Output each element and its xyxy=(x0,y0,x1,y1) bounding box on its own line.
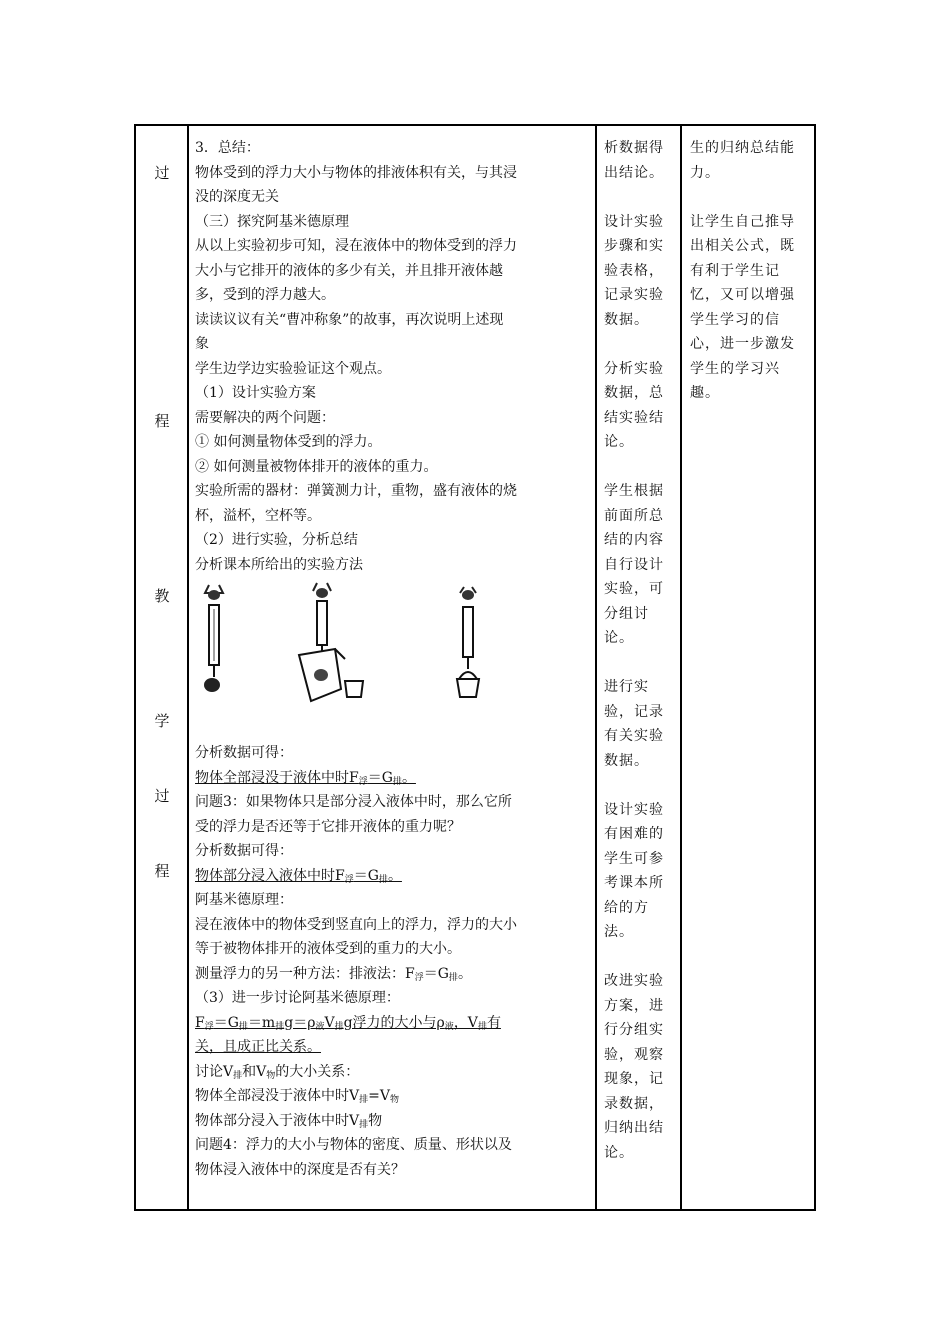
experiment-figure xyxy=(195,581,595,711)
text-line: 分析数据可得： xyxy=(195,843,293,859)
text-line: 读读议议有关“曹冲称象”的故事，再次说明上述现 xyxy=(195,311,504,328)
text-line: 物体受到的浮力大小与物体的排液体积有关，与其浸 xyxy=(195,164,517,181)
text-line: 象 xyxy=(195,336,209,352)
text-line: 实验所需的器材：弹簧测力计，重物，盛有液体的烧 xyxy=(195,483,517,499)
text-line: 心，进一步激发 xyxy=(690,336,795,352)
text-line: 验，观察 xyxy=(604,1046,664,1063)
text-line: （3）进一步讨论阿基米德原理： xyxy=(195,990,400,1006)
section-label-char: 学 xyxy=(154,712,170,730)
text-line: 论。 xyxy=(604,434,634,450)
text-line: 方案，进 xyxy=(604,997,664,1014)
text-line: 问题3：如果物体只是部分浸入液体中时，那么它所 xyxy=(195,794,512,810)
text-line: 验，记录 xyxy=(604,703,664,720)
text-line: 学生边学边实验验证这个观点。 xyxy=(195,360,391,377)
spring-scale-with-cup-icon xyxy=(451,581,485,711)
text-line: 问题4：浮力的大小与物体的密度、质量、形状以及 xyxy=(195,1137,512,1153)
teaching-content-column xyxy=(195,136,595,1182)
text-line: 析数据得 xyxy=(604,140,664,156)
text-line: 学生可参 xyxy=(604,850,664,867)
text-line: 大小与它排开的液体的多少有关，并且排开液体越 xyxy=(195,262,503,279)
text-line: 前面所总 xyxy=(604,507,664,524)
text-line: 录数据， xyxy=(604,1095,664,1112)
text-line: 步骤和实 xyxy=(604,238,664,254)
text-line: 趣。 xyxy=(690,385,720,401)
text-line: 分析数据可得： xyxy=(195,745,293,761)
text-line: 从以上实验初步可知，浸在液体中的物体受到的浮力 xyxy=(195,238,517,254)
text-line: 法。 xyxy=(604,924,634,940)
text-line: 记录实验 xyxy=(604,287,664,303)
section-label-char: 教 xyxy=(154,587,170,605)
text-line: 物体浸入液体中的深度是否有关？ xyxy=(195,1161,405,1178)
text-line: 实验，可 xyxy=(604,581,664,597)
text-line: 出相关公式，既 xyxy=(690,238,795,254)
text-line: $F_浮=G_排=m_排g=\rho_液V_排g$浮力的大小与$\rho_液$，$V_排$有 xyxy=(195,1014,501,1032)
text-line: 出结论。 xyxy=(604,164,664,181)
text-line: 数据。 xyxy=(604,311,649,328)
text-line: 结实验结 xyxy=(604,409,664,426)
text-line: 浸在液体中的物体受到竖直向上的浮力，浮力的大小 xyxy=(195,916,517,933)
text-line: 需要解决的两个问题： xyxy=(195,409,335,426)
text-line: 设计实验 xyxy=(604,213,664,230)
text-line: 力。 xyxy=(690,164,720,181)
text-line: （1）设计实验方案 xyxy=(195,385,316,401)
spring-scale-with-weight-icon xyxy=(197,581,231,711)
text-line: 物体部分浸入于液体中时$V_排$物 xyxy=(195,1112,383,1130)
text-line: 改进实验 xyxy=(604,973,664,989)
text-line: 行分组实 xyxy=(604,1022,664,1038)
text-line: 阿基米德原理： xyxy=(195,892,293,908)
text-line: 考课本所 xyxy=(604,875,664,891)
text-line: 忆，又可以增强 xyxy=(690,287,795,303)
text-line: （三）探究阿基米德原理 xyxy=(195,213,349,230)
text-line: 等于被物体排开的液体受到的重力的大小。 xyxy=(195,941,461,957)
text-line: 物体部分浸入液体中时$F_浮=G_排$。 xyxy=(195,867,402,885)
lesson-plan-table xyxy=(134,124,816,1211)
text-line: 有困难的 xyxy=(604,826,664,842)
text-line: ① 如何测量物体受到的浮力。 xyxy=(195,434,382,450)
text-line: （2）进行实验，分析总结 xyxy=(195,532,358,548)
text-line: 分析课本所给出的实验方法 xyxy=(195,556,363,573)
text-line: 受的浮力是否还等于它排开液体的重力呢？ xyxy=(195,818,461,835)
text-line: 给的方 xyxy=(604,899,649,916)
text-line: 有关实验 xyxy=(604,728,664,744)
text-line: 分组讨 xyxy=(604,605,649,622)
text-line: 进行实 xyxy=(604,679,649,695)
design-intent-column xyxy=(690,136,814,406)
text-line: 学生根据 xyxy=(604,483,664,499)
column-divider xyxy=(680,126,682,1209)
section-label-column xyxy=(136,126,188,1209)
text-line: 让学生自己推导 xyxy=(690,213,795,230)
text-line: 现象，记 xyxy=(604,1071,664,1087)
section-label-char: 过 xyxy=(154,164,170,182)
text-line: 测量浮力的另一种方法：排液法：$F_浮=G_排$。 xyxy=(195,965,472,983)
text-line: 杯，溢杯，空杯等。 xyxy=(195,507,321,524)
text-line: 多，受到的浮力越大。 xyxy=(195,287,335,303)
section-label-char: 程 xyxy=(154,862,170,880)
text-line: 结的内容 xyxy=(604,532,664,548)
column-divider xyxy=(595,126,597,1209)
text-line: 验表格， xyxy=(604,262,664,279)
text-line: ② 如何测量被物体排开的液体的重力。 xyxy=(195,458,438,475)
text-line: 学生的学习兴 xyxy=(690,360,780,377)
section-label-char: 程 xyxy=(154,412,170,430)
text-line: 讨论$V_排$和$V_物$的大小关系： xyxy=(195,1063,360,1081)
text-line: 分析实验 xyxy=(604,360,664,377)
text-line: 自行设计 xyxy=(604,556,664,573)
section-label-char: 过 xyxy=(154,787,170,805)
text-line: 归纳出结 xyxy=(604,1120,664,1136)
overflow-cup-experiment-icon xyxy=(295,581,375,711)
student-activity-column xyxy=(604,136,680,1165)
text-line: 生的归纳总结能 xyxy=(690,140,795,156)
text-line: 3．总结： xyxy=(195,140,260,156)
text-line: 学生学习的信 xyxy=(690,311,780,328)
text-line: 数据。 xyxy=(604,752,649,769)
text-line: 有利于学生记 xyxy=(690,262,780,279)
text-line: 论。 xyxy=(604,1144,634,1161)
text-line: 数据，总 xyxy=(604,385,664,401)
text-line: 论。 xyxy=(604,630,634,646)
text-line: 设计实验 xyxy=(604,801,664,818)
text-line: 关，且成正比关系。 xyxy=(195,1039,321,1055)
text-line: 物体全部浸没于液体中时$V_排=V_物$ xyxy=(195,1088,399,1105)
text-line: 没的深度无关 xyxy=(195,189,279,205)
text-line: 物体全部浸没于液体中时$F_浮=G_排$。 xyxy=(195,769,416,787)
